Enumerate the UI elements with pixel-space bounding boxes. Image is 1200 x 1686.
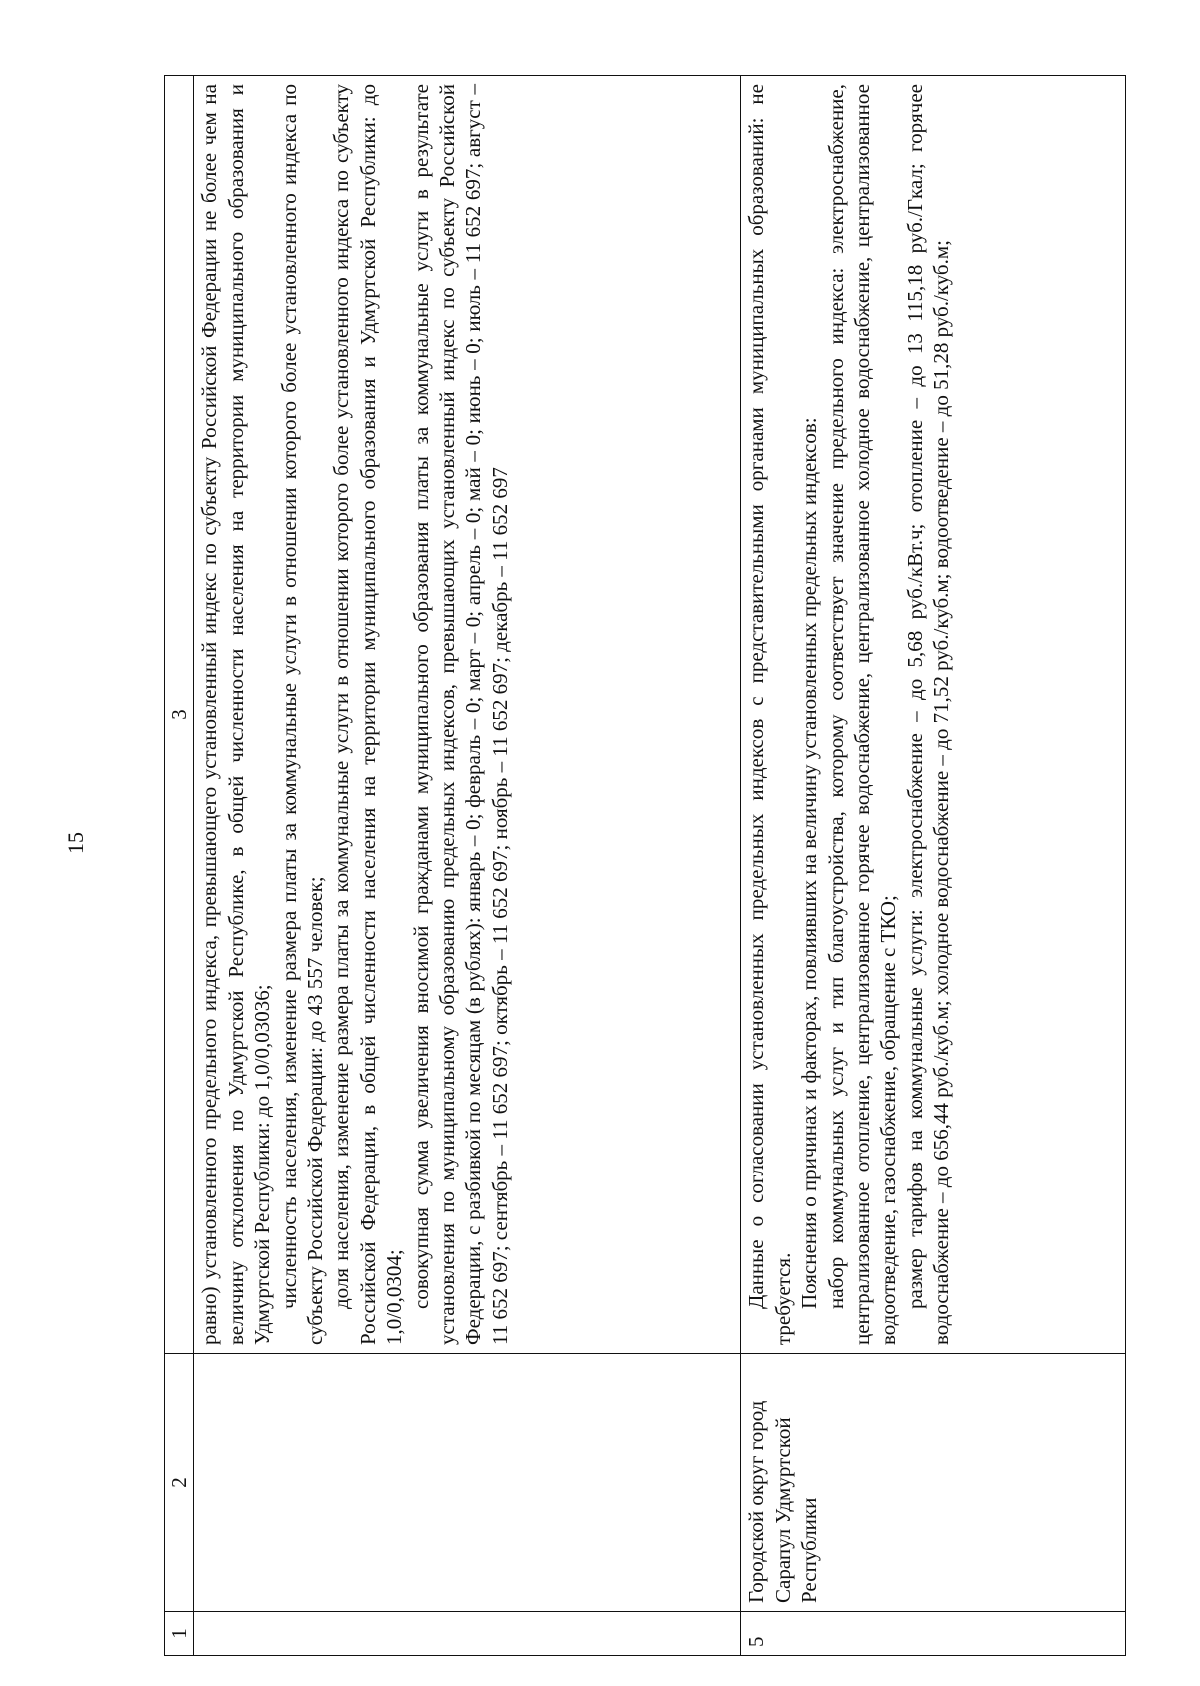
header-row bbox=[165, 76, 194, 1656]
paragraph: набор коммунальных услуг и тип благоустройства, которому соответствует значение предельного индекса: электроснабжение, централизованное отопление, централизованное горячее водоснабжение, централизованное холодное водоснабжение, централизованное водоотведение, газоснабжение, обращение с ТКО; bbox=[823, 84, 901, 1345]
description-cell bbox=[194, 76, 741, 1354]
paragraph: численность населения, изменение размера платы за коммунальные услуги в отношении которого более установленного индекса по субъекту Российской Федерации: до 43 557 человек; bbox=[276, 84, 328, 1345]
paragraph: равно) установленного предельного индекса, превышающего установленный индекс по субъекту Российской Федерации не более чем на величину отклонения по Удмуртской Республике, в общей численности населения на территории муниципального образования и Удмуртской Республики: до 1,0/0,03036; bbox=[197, 84, 275, 1345]
paragraph: размер тарифов на коммунальные услуги: электроснабжение – до 5,68 руб./кВт.ч; отопление – до 13 115,18 руб./Гкал; горячее водоснабжение – до 656,44 руб./куб.м; холодное водоснабжение – до 71,52 руб./куб.м; водоотведение – до 51,28 руб./куб.м; bbox=[902, 84, 954, 1345]
description-cell bbox=[741, 76, 1126, 1354]
header-col-3: 3 bbox=[165, 76, 194, 1354]
row-number: 5 bbox=[741, 1612, 1126, 1656]
row-number bbox=[194, 1612, 741, 1656]
paragraph: совокупная сумма увеличения вносимой гражданами муниципального образования платы за коммунальные услуги в результате установления по муниципальному образованию предельных индексов, превышающих установленный индекс по субъекту Российской Федерации, с разбивкой по месяцам (в рублях): январь – 0; февраль – 0; март – 0; апрель – 0; май – 0; июнь – 0; июль – 11 652 697; август – 11 652 697; сентябрь – 11 652 697; октябрь – 11 652 697; ноябрь – 11 652 697; декабрь – 11 652 697 bbox=[408, 84, 512, 1345]
municipality-cell: Городской округ город Сарапул Удмуртской Республики bbox=[741, 1354, 1126, 1612]
municipality-cell bbox=[194, 1354, 741, 1612]
paragraph: Данные о согласовании установленных предельных индексов с представительными органами муниципальных образований: не требуется. bbox=[744, 84, 795, 1345]
page-number: 15 bbox=[63, 832, 88, 854]
paragraph: доля населения, изменение размера платы за коммунальные услуги в отношении которого более установленного индекса по субъекту Российской Федерации, в общей численности населения на территории муниципального образования и Удмуртской Республики: до 1,0/0,0304; bbox=[329, 84, 407, 1345]
data-table bbox=[164, 75, 1126, 1656]
table-row bbox=[194, 76, 741, 1656]
table-row bbox=[741, 76, 1126, 1656]
paragraph: Пояснения о причинах и факторах, повлиявших на величину установленных предельных индексов: bbox=[797, 417, 822, 1309]
header-col-1: 1 bbox=[165, 1612, 194, 1656]
header-col-2: 2 bbox=[165, 1354, 194, 1612]
rotated-table-container bbox=[164, 76, 1176, 1656]
